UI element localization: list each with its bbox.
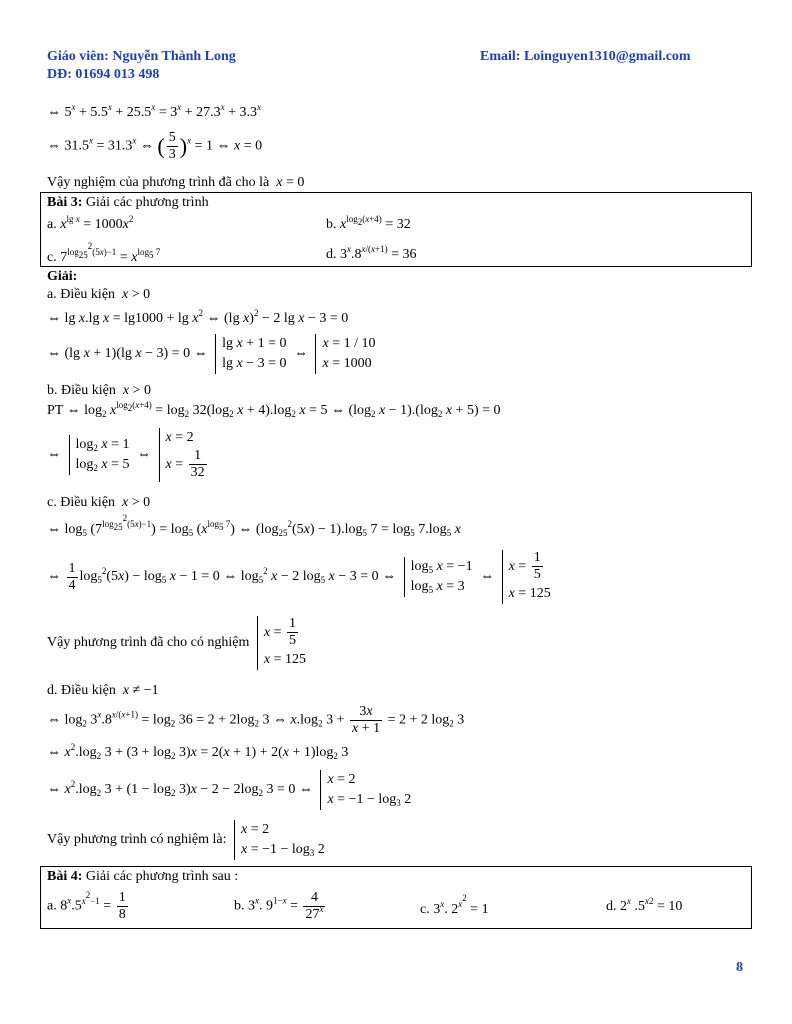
exercise-item: d. $3^x.8^{x/(x+1)} = 36$: [326, 244, 417, 262]
equation-line: ⇔ (lg x + 1)(lg x − 3) = 0 ⇔ lg x + 1 = 0 lg x − 3 = 0 ⇔ x = 1 / 10 x = 1000: [47, 334, 379, 374]
equation-line: ⇔ $x^2.\log_2$ $3 + (3 + \log_2 3)x = 2(x + 1) + 2(x + 1)\log_2$ 3: [47, 742, 349, 761]
exercise-item: b. $x^{log_2(x+4)} = 32$: [326, 214, 411, 232]
conclusion-line: Vậy nghiệm của phương trình đã cho là x = 0: [47, 175, 305, 190]
exercise-title: Bài 4: Giải các phương trình sau :: [47, 869, 239, 884]
phone: DĐ: 01694 013 498: [47, 67, 160, 82]
exercise-item: a. $x^{lg x} = 1000x^2$: [47, 214, 134, 232]
conclusion-line: Vậy phương trình đã cho có nghiệm x = $\frac{1}{5}$ x = 125: [47, 616, 310, 670]
equation-line: ⇔ $\log_2 3^x.8^{x/(x+1)} = \log_2 36 = 2 + 2\log_2$ 3 ⇔ $x.\log_2$ 3 + $\frac{3x}{x + 1}$ = 2 + 2 $\log_2 3$: [47, 704, 465, 736]
equation-line: ⇔ lg x.lg $x = \lg 1000 + \lg x^2$ ⇔ (lg x)$^2$ − 2 lg x − 3 = 0: [47, 308, 349, 326]
conclusion-line: Vậy phương trình có nghiệm là: x = 2 $x = -1 - \log_3 2$: [47, 822, 325, 858]
condition-line: a. Điều kiện x > 0: [47, 287, 151, 302]
exercise-item: b. 3$^x$. $9^{1-x}$ = $\frac{4}{27^x}$: [234, 890, 324, 922]
exercise-item: c. $7^{log_{25}^2(5x)-1} = x^{log_5 7}$: [47, 241, 161, 265]
equation-line: ⇔ $31.5^x = 31.3^x$ ⇔ ( $\frac{5}{3}$ )$^x$ = 1 ⇔ x = 0: [47, 130, 263, 162]
equation-line: PT ⇔ $\log_2 x^{log_2(x+4)} = \log_2 32(\log_2$ $x + 4).\log_2$ x = 5 ⇔ ($\log_2$ $x - 1).(\log_2$ x + 5) = 0: [47, 400, 501, 419]
equation-line: ⇔ $x^2.\log_2$ $3 + (1 - \log_2 3)x - 2 - 2\log_2$ 3 = 0 ⇔ x = 2 $x = -1 - \log_3 2$: [47, 772, 412, 808]
exercise-title: Bài 3: Giải các phương trình: [47, 195, 209, 210]
email: Email: Loinguyen1310@gmail.com: [480, 49, 691, 64]
condition-line: c. Điều kiện x > 0: [47, 495, 151, 510]
equation-line: ⇔ $5^x + 5.5^x + 25.5^x = 3^x + 27.3^x + 3.3^x$: [47, 102, 262, 120]
page-number: 8: [736, 960, 743, 975]
condition-line: d. Điều kiện x ≠ −1: [47, 683, 159, 698]
equation-line: ⇔ $\log_2 x = 1$ $\log_2 x = 5$ ⇔ x = 2 x = $\frac{1}{32}$: [47, 428, 213, 482]
equation-line: ⇔ $\log_5 (7^{log_{25}^2(5x)-1}) = \log_5 (x^{log_5 7})$ ⇔ $(\log_{25}^2(5x) - 1).\log_5$ $7 = \log_5 7.\log_5$ x: [47, 513, 461, 538]
exercise-item: c. 3$^x$. $2^{x^2} = 1$: [420, 893, 489, 917]
equation-line: ⇔ $\frac{1}{4}$ $\log_5^2(5x) - \log_5 x - 1 = 0$ ⇔ $\log_5^2 x - 2$ $\log_5 x - 3 = 0$ ⇔ $\log_5 x = -1$ $\log_5 x = 3$ ⇔ x = $\frac{1}{5}$ x = 125: [47, 550, 555, 604]
exercise-item: a. $8^x.5^{x^2-1}$ = $\frac{1}{8}$: [47, 889, 126, 922]
teacher-name: Giáo viên: Nguyễn Thành Long: [47, 49, 236, 64]
condition-line: b. Điều kiện x > 0: [47, 383, 151, 398]
exercise-item: d. 2$^x$ $.5^{x2} = 10$: [606, 896, 683, 914]
solution-heading: Giải:: [47, 269, 78, 284]
